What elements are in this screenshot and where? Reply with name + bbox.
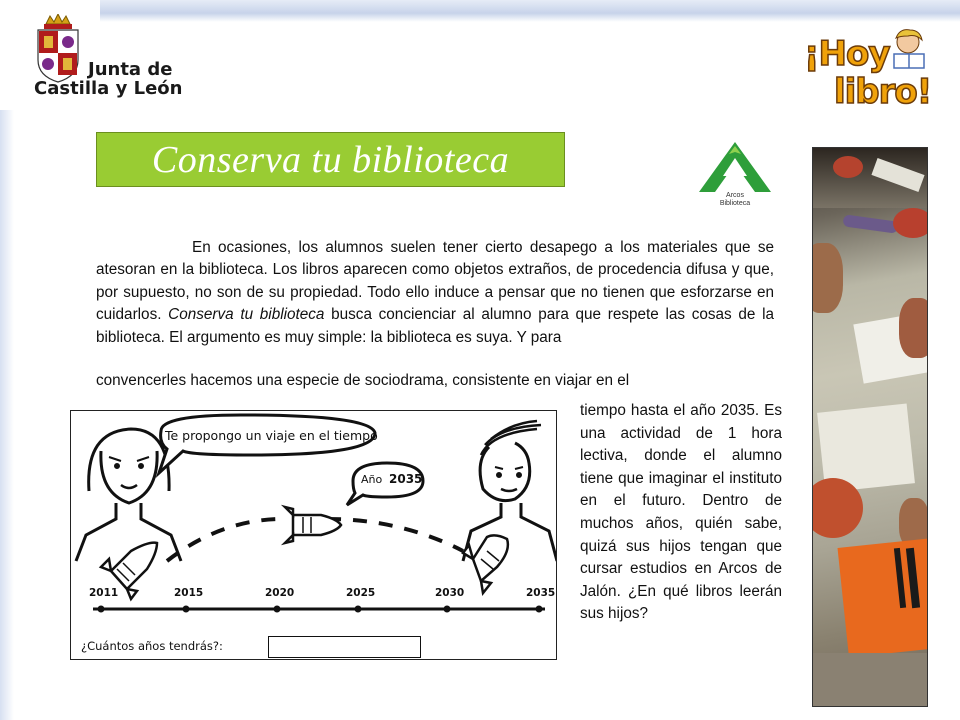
reading-child-icon [888, 28, 932, 74]
junta-castilla-leon-logo [30, 12, 183, 104]
side-band [0, 110, 14, 720]
photo-hand-right [899, 298, 928, 358]
photo-pencil-case [842, 214, 898, 234]
timeline-year: 2020 [265, 587, 295, 599]
timeline-year: 2011 [89, 587, 119, 599]
intro-last-line: convencerles hacemos una especie de sociodrama, consistente en viajar en el [96, 372, 630, 389]
timeline-year: 2015 [174, 587, 204, 599]
intro-text-part2: busca concienciar al alumno para que respete las cosas de la biblioteca. El argumento es muy simple: la biblioteca es suya. Y para [96, 306, 774, 346]
hoy-logo-line1: ¡Hoy [804, 34, 890, 74]
students-photo [812, 147, 928, 707]
age-question: ¿Cuántos años tendrás?: [81, 639, 223, 653]
time-travel-illustration [70, 410, 557, 660]
junta-logo-line1: Junta de [88, 59, 173, 80]
boy-figure-icon [463, 421, 557, 561]
photo-table [813, 653, 928, 707]
coat-of-arms-icon [32, 14, 84, 84]
photo-person [812, 243, 843, 313]
page-title-banner [96, 132, 565, 187]
photo-hand [833, 156, 863, 178]
arcos-logo-line1: Arcos [726, 192, 744, 199]
timeline-year: 2030 [435, 587, 465, 599]
arcos-biblioteca-logo [695, 140, 775, 212]
header-band [100, 0, 960, 22]
photo-arm [893, 208, 928, 238]
hoy-libro-logo [800, 28, 935, 118]
junta-logo-text [34, 59, 183, 99]
intro-paragraph [96, 237, 774, 349]
page-title: Conserva tu biblioteca [151, 138, 510, 181]
timeline-year: 2025 [346, 587, 376, 599]
arcos-logo-line2: Biblioteca [719, 200, 751, 207]
year-bubble-prefix: Año [361, 473, 383, 486]
hoy-logo-line2: libro! [834, 72, 932, 112]
rocket-icon [463, 535, 508, 593]
activity-name: Conserva tu biblioteca [168, 306, 325, 324]
photo-sleeve [812, 478, 863, 538]
rocket-icon [285, 507, 341, 543]
speech-bubble-text: Te propongo un viaje en el tiempo [165, 428, 378, 443]
junta-logo-line2: Castilla y León [34, 78, 183, 99]
activity-description: tiempo hasta el año 2035. Es una actividad de 1 hora lectiva, donde el alumno tiene que imaginar el instituto en el futuro. Dentro de muchos años, quién sabe, quizá sus hijos tengan que cursar estudios en Arcos de Jalón. ¿En qué libros leerán sus hijos? [580, 402, 782, 623]
age-answer-box [268, 636, 421, 658]
intro-text-part1: En ocasiones, los alumnos suelen tener cierto desapego a los materiales que se atesoran en la biblioteca. Los libros aparecen como objetos extraños, de procedencia difusa y que, por supuesto, no son de su propiedad. Todo ello induce a pensar que no tienen que esforzarse en cuidarlos. [96, 239, 774, 324]
timeline-year: 2035 [526, 587, 556, 599]
arcos-triangle-icon [695, 140, 775, 192]
year-bubble-value: 2035 [389, 472, 423, 486]
illustration-drawing [71, 411, 557, 660]
